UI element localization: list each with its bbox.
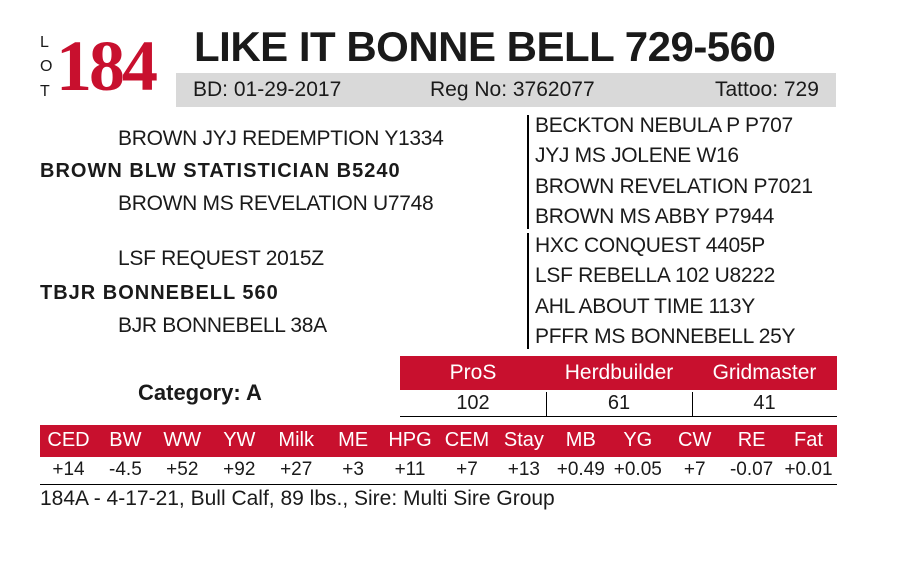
epd-value-re: -0.07 xyxy=(729,459,774,480)
epd-value-mb: +0.49 xyxy=(556,459,605,480)
epd-value-hpg: +11 xyxy=(394,459,426,480)
sire-name: BROWN BLW STATISTICIAN B5240 xyxy=(40,160,401,182)
registration-number: Reg No: 3762077 xyxy=(430,78,595,101)
epd-header-yg: YG xyxy=(623,429,653,451)
pedigree-right-item: AHL ABOUT TIME 113Y xyxy=(535,295,755,318)
epd-header-bw: BW xyxy=(109,429,142,451)
epd-value-fat: +0.01 xyxy=(784,459,833,480)
pedigree-right-item: BROWN REVELATION P7021 xyxy=(535,175,813,198)
dam-sire: LSF REQUEST 2015Z xyxy=(118,247,324,270)
epd-header-cw: CW xyxy=(678,429,712,451)
epd-value-cw: +7 xyxy=(683,459,706,480)
index-divider xyxy=(546,392,547,416)
epd-header-stay: Stay xyxy=(503,429,544,451)
epd-header-yw: YW xyxy=(223,429,256,451)
epd-value-ced: +14 xyxy=(52,459,85,480)
pedigree-right-item: LSF REBELLA 102 U8222 xyxy=(535,264,776,287)
sire-sire: BROWN JYJ REDEMPTION Y1334 xyxy=(118,127,444,150)
pedigree-bracket-bottom xyxy=(527,233,529,349)
pedigree-right-item: JYJ MS JOLENE W16 xyxy=(535,144,739,167)
epd-underline xyxy=(40,484,837,485)
epd-value-cem: +7 xyxy=(456,459,478,480)
pedigree-right-item: BECKTON NEBULA P P707 xyxy=(535,114,793,137)
dam-name: TBJR BONNEBELL 560 xyxy=(40,282,279,304)
pedigree-bracket-top xyxy=(527,115,529,229)
lot-letter-l: L xyxy=(40,34,49,51)
lot-letter-t: T xyxy=(40,83,50,100)
epd-value-yg: +0.05 xyxy=(613,459,662,480)
category-label: Category: A xyxy=(138,380,262,405)
calf-info: 184A - 4-17-21, Bull Calf, 89 lbs., Sire: Multi Sire Group xyxy=(40,487,555,510)
sire-dam: BROWN MS REVELATION U7748 xyxy=(118,192,434,215)
epd-header-hpg: HPG xyxy=(388,429,432,451)
pedigree-right-item: HXC CONQUEST 4405P xyxy=(535,234,765,257)
pedigree-right-item: BROWN MS ABBY P7944 xyxy=(535,205,775,228)
epd-header-ced: CED xyxy=(47,429,90,451)
index-header-pros: ProS xyxy=(449,361,497,384)
epd-header-re: RE xyxy=(737,429,766,451)
index-value-gridmaster: 41 xyxy=(753,392,776,414)
dam-dam: BJR BONNEBELL 38A xyxy=(118,314,327,337)
epd-value-me: +3 xyxy=(342,459,364,480)
index-divider xyxy=(692,392,693,416)
epd-header-fat: Fat xyxy=(794,429,823,451)
index-value-pros: 102 xyxy=(456,392,490,414)
lot-letter-o: O xyxy=(40,58,53,75)
animal-name-title: LIKE IT BONNE BELL 729-560 xyxy=(194,23,776,70)
birth-date: BD: 01-29-2017 xyxy=(193,78,342,101)
pedigree-right-item: PFFR MS BONNEBELL 25Y xyxy=(535,325,796,348)
index-header-gridmaster: Gridmaster xyxy=(712,361,817,384)
index-header-herdbuilder: Herdbuilder xyxy=(564,361,674,384)
epd-value-milk: +27 xyxy=(280,459,313,480)
epd-header-ww: WW xyxy=(163,429,202,451)
index-value-herdbuilder: 61 xyxy=(607,392,631,414)
epd-header-milk: Milk xyxy=(278,429,314,451)
lot-number: 184 xyxy=(56,26,155,106)
epd-value-ww: +52 xyxy=(166,459,199,480)
epd-value-yw: +92 xyxy=(223,459,256,480)
epd-value-bw: -4.5 xyxy=(109,459,142,480)
epd-header-mb: MB xyxy=(565,429,596,451)
epd-value-stay: +13 xyxy=(507,459,540,480)
index-underline xyxy=(400,416,837,417)
epd-header-me: ME xyxy=(338,429,369,451)
epd-header-cem: CEM xyxy=(444,429,490,451)
tattoo: Tattoo: 729 xyxy=(715,78,819,101)
